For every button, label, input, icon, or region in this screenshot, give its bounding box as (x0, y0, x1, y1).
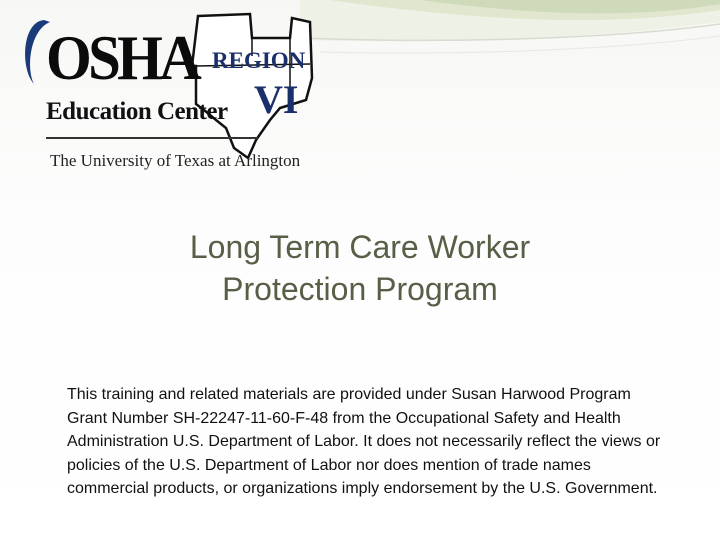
region-label: REGION (212, 48, 306, 73)
grant-disclaimer: This training and related materials are provided under Susan Harwood Program Grant Number SH-22247-11-60-F-48 from the Occupational Safety and Health Administration U.S. Department of Labor. It does not necessarily reflect the views or policies of the U.S. Department of Labor nor does mention of trade names commercial products, or organizations imply endorsement by the U.S. Government. (67, 386, 661, 497)
region-number: VI (254, 77, 299, 122)
logo-divider (46, 137, 258, 139)
title-line-1: Long Term Care Worker (189, 229, 531, 265)
osha-education-center-logo (20, 8, 320, 168)
title-line-2: Protection Program (222, 271, 498, 307)
slide-title (150, 226, 570, 310)
osha-wordmark: OSHA (46, 22, 199, 93)
education-center-label: Education Center (46, 98, 228, 125)
university-label: The University of Texas at Arlington (50, 151, 301, 170)
